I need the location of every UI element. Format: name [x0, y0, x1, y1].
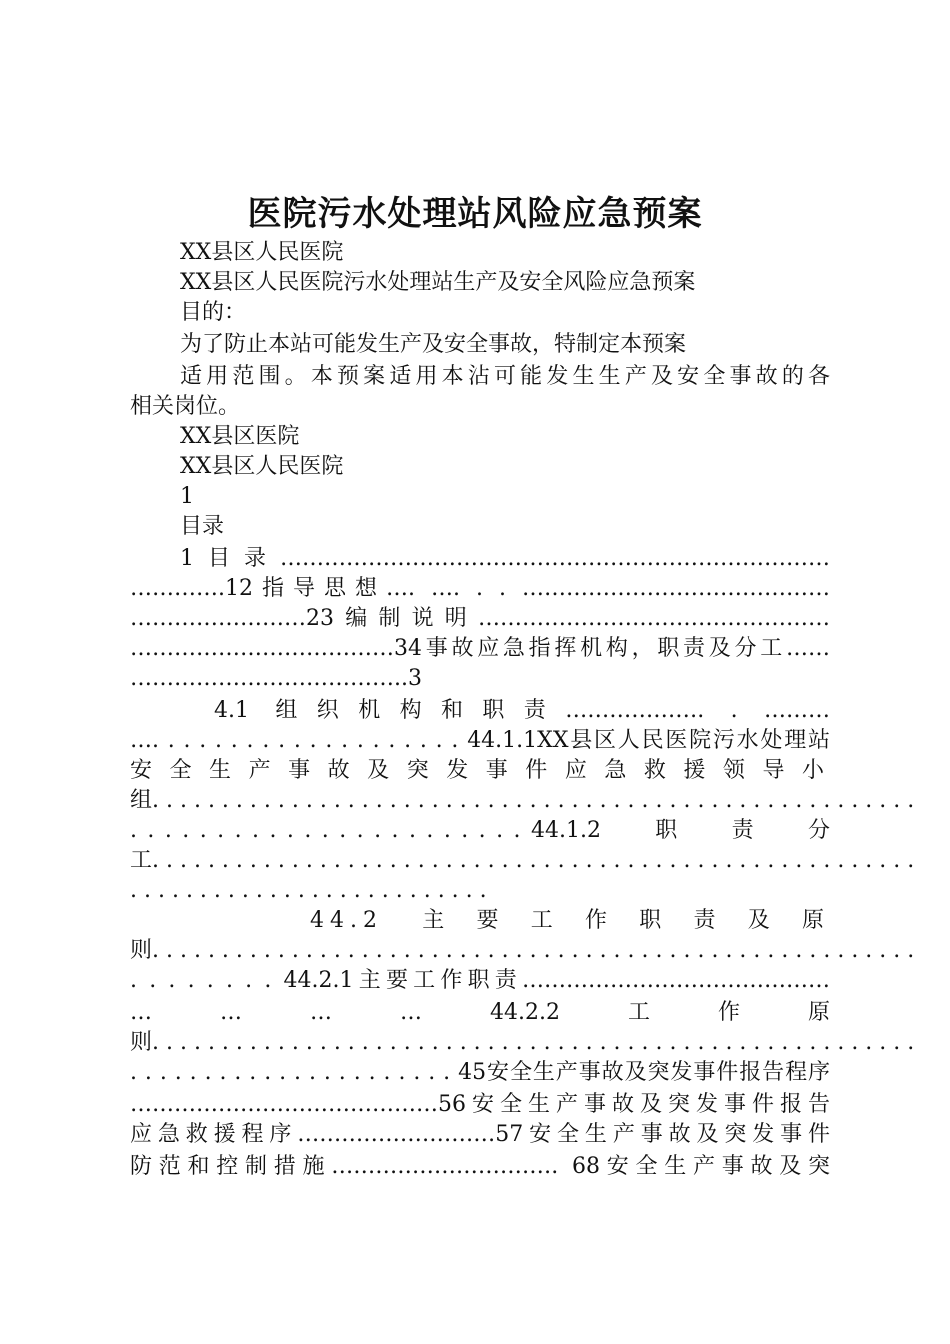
toc-line: ………….12指导思想…. …. . . …………………………………… [130, 576, 830, 601]
toc-line: 组. . . . . . . . . . . . . . . . . . . . . . . . . . . . . . . . . . . . . . . . . . . . . . . . . . . . . . . [130, 788, 915, 813]
purpose-label: 目的： [180, 300, 247, 325]
toc-line: . . . . . . . . 44.2.1主要工作职责…………………………………… [130, 968, 830, 993]
organization-name: XX县区医院 [180, 424, 300, 449]
toc-line: 工. . . . . . . . . . . . . . . . . . . . . . . . . . . . . . . . . . . . . . . . . . . . . . . . . . . . . . . [130, 848, 915, 873]
document-title: 医院污水处理站风险应急预案 [247, 194, 703, 234]
organization-name: XX县区人民医院 [180, 240, 344, 265]
scope-line: 相关岗位。 [130, 394, 241, 419]
toc-line: 防范和控制措施…………………………. 68安全生产事故及突 [130, 1154, 830, 1179]
toc-line: . . . . . . . . . . . . . . . . . . . . . . . . . . [130, 878, 487, 903]
toc-heading: 目录 [180, 514, 225, 539]
toc-line: ………………………………34事故应急指挥机构，职责及分工…… [130, 636, 830, 661]
toc-line: 则. . . . . . . . . . . . . . . . . . . . . . . . . . . . . . . . . . . . . . . . . . . . . . . . . . . . . . . [130, 938, 915, 963]
toc-line: . . . . . . . . . . . . . . . . . . . . . . . 44.1.2 职 责 分 [130, 818, 830, 843]
page-number: 1 [180, 484, 194, 509]
purpose-text: 为了防止本站可能发生产及安全事故，特制定本预案 [180, 332, 687, 357]
scope-line: 适用范围。本预案适用本沾可能发生生产及安全事故的各 [180, 364, 830, 389]
organization-name: XX县区人民医院 [180, 454, 344, 479]
toc-line: ………………………………..3 [130, 666, 422, 691]
toc-line: … … … … 44.2.2 工 作 原 [130, 1000, 830, 1025]
plan-title: XX县区人民医院污水处理站生产及安全风险应急预案 [180, 270, 696, 295]
toc-line: ……………………23编制说明………………………………………… [130, 606, 830, 631]
toc-line: 1目录………………………………………………………………… [180, 546, 830, 571]
toc-line: ……………………………………56安全生产事故及突发事件报告 [130, 1092, 830, 1117]
toc-line: . . . . . . . . . . . . . . . . . . . . . . 45安全生产事故及突发事件报告程序 [130, 1060, 830, 1085]
toc-line: 安全生产事故及突发事件应急救援领导小 [130, 758, 830, 783]
toc-line: 44.2 主要工作职责及原 [310, 908, 830, 933]
toc-line: 则. . . . . . . . . . . . . . . . . . . . . . . . . . . . . . . . . . . . . . . . . . . . . . . . . . . . . . . [130, 1030, 915, 1055]
toc-line: 4.1 组织机构和职责………………. . ……… [214, 698, 830, 723]
toc-line: …. . . . . . . . . . . . . . . . . . . . 44.1.1XX县区人民医院污水处理站 [130, 728, 830, 753]
toc-line: 应急救援程序………………………57安全生产事故及突发事件 [130, 1122, 830, 1147]
